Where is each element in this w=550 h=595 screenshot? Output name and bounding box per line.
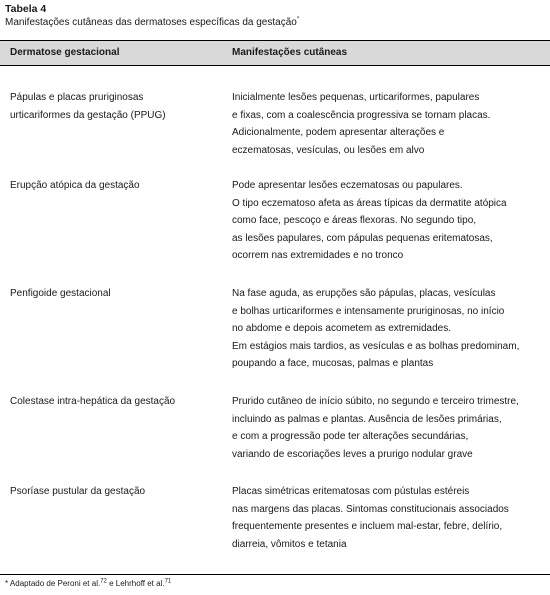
cell-manifestacoes <box>232 177 548 265</box>
text-line: Prurido cutâneo de início súbito, no segundo e terceiro trimestre, <box>232 396 519 407</box>
text-line: Pápulas e placas pruriginosas <box>10 92 144 103</box>
table-subtitle <box>5 16 299 29</box>
text-line: nas margens das placas. Sintomas constitucionais associados <box>232 503 509 515</box>
text-line: diarreia, vômitos e tetania <box>232 538 347 550</box>
text-line: poupando a face, mucosas, palmas e plantas <box>232 358 434 369</box>
text-line: variando de escoriações leves a prurigo nodular grave <box>232 448 473 460</box>
cell-manifestacoes <box>232 89 548 159</box>
text-line: no abdome e depois acometem as extremidades. <box>232 323 452 334</box>
text-line: O tipo eczematoso afeta as áreas típicas da dermatite atópica <box>232 197 507 209</box>
text-line: Placas simétricas eritematosas com pústulas estéreis <box>232 486 470 497</box>
text-line: Penfigoide gestacional <box>10 288 111 299</box>
text-line: Adicionalmente, podem apresentar alterações e <box>232 127 445 138</box>
cell-dermatose <box>10 285 210 303</box>
header-manifestacoes: Manifestações cutâneas <box>232 47 348 58</box>
text-line: Em estágios mais tardios, as vesículas e as bolhas predominam, <box>232 340 520 352</box>
text-line: Psoríase pustular da gestação <box>10 486 146 497</box>
text-line: Na fase aguda, as erupções são pápulas, placas, vesículas <box>232 288 496 299</box>
cell-dermatose <box>10 393 210 411</box>
text-line: Inicialmente lesões pequenas, urticariformes, papulares <box>232 92 480 103</box>
footnote-text-middle: e Lehrhoff et al. <box>106 579 165 588</box>
text-line: eczematosas, vesículas, ou lesões em alvo <box>232 144 425 156</box>
footnote-ref: 72 <box>100 578 107 585</box>
text-line: incluindo as palmas e plantas. Ausência de lesões primárias, <box>232 413 502 425</box>
footnote-ref: 71 <box>164 578 172 585</box>
table-bottom-rule <box>0 574 550 575</box>
text-line: Erupção atópica da gestação <box>10 180 140 191</box>
table-footnote <box>5 578 171 589</box>
text-line: Colestase intra-hepática da gestação <box>10 396 176 407</box>
table-title: Tabela 4 <box>5 3 47 15</box>
footnote-text-before: Adaptado de Peroni et al. <box>8 579 101 588</box>
text-line: frequentemente presentes e incluem mal-estar, febre, delírio, <box>232 521 503 532</box>
text-line: como face, pescoço e áreas flexoras. No segundo tipo, <box>232 215 477 226</box>
text-line: Pode apresentar lesões eczematosas ou papulares. <box>232 180 463 191</box>
text-line: ocorrem nas extremidades e no tronco <box>232 250 404 261</box>
text-line: e bolhas urticariformes e intensamente pruriginosas, no início <box>232 305 505 317</box>
text-line: urticariformes da gestação (PPUG) <box>10 109 166 121</box>
cell-manifestacoes <box>232 285 548 373</box>
cell-manifestacoes <box>232 393 548 463</box>
text-line: e com a progressão pode ter alterações secundárias, <box>232 431 469 442</box>
header-dermatose: Dermatose gestacional <box>10 47 120 58</box>
text-line: e fixas, com a coalescência progressiva se tornam placas. <box>232 109 491 121</box>
subtitle-footnote-mark: * <box>296 16 300 23</box>
cell-dermatose <box>10 89 210 124</box>
footnote-mark: * <box>5 579 9 588</box>
cell-dermatose <box>10 483 210 501</box>
text-line: as lesões papulares, com pápulas pequenas eritematosas, <box>232 232 493 244</box>
table-header-row <box>0 40 550 66</box>
cell-dermatose <box>10 177 210 195</box>
subtitle-text: Manifestações cutâneas das dermatoses específicas da gestação <box>5 17 297 28</box>
cell-manifestacoes <box>232 483 548 553</box>
